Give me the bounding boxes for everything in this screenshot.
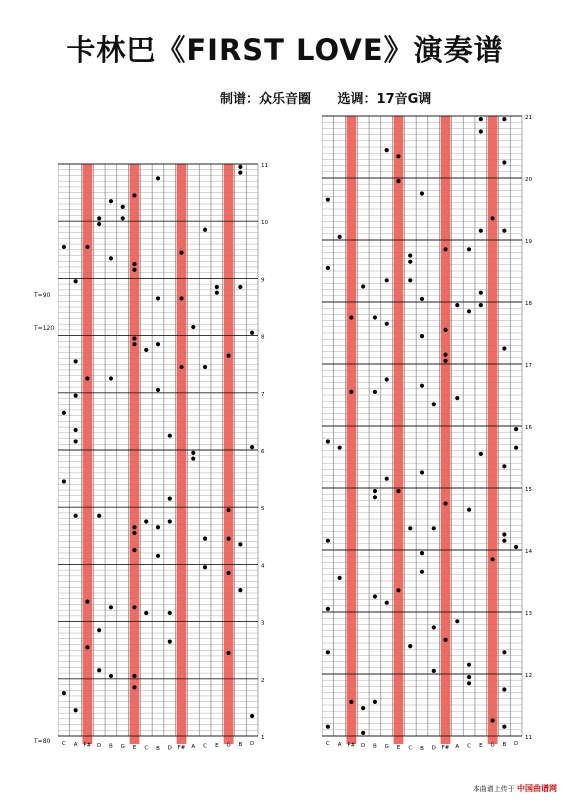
svg-text:G: G <box>120 744 125 751</box>
svg-text:F#: F# <box>347 742 356 749</box>
key-columns <box>58 164 258 744</box>
svg-text:10: 10 <box>261 220 268 227</box>
svg-text:4: 4 <box>261 563 265 570</box>
svg-text:F#: F# <box>83 742 92 749</box>
svg-text:5: 5 <box>261 506 265 513</box>
arranger-credit: 制谱：众乐音圈 <box>220 92 312 107</box>
svg-text:E: E <box>215 743 219 749</box>
footer <box>473 783 557 794</box>
svg-text:12: 12 <box>525 673 532 679</box>
svg-text:C: C <box>467 743 471 750</box>
measure-numbers <box>525 115 532 741</box>
svg-text:14: 14 <box>525 549 532 555</box>
subtitle <box>220 88 449 107</box>
svg-text:3: 3 <box>261 620 265 627</box>
svg-text:D: D <box>361 743 366 749</box>
svg-text:19: 19 <box>525 239 532 245</box>
svg-text:D: D <box>167 745 172 752</box>
svg-text:6: 6 <box>261 449 265 455</box>
tempo-mark: T=90 <box>34 292 51 299</box>
svg-text:15: 15 <box>525 487 532 493</box>
svg-text:E: E <box>132 744 137 751</box>
svg-text:F#: F# <box>177 744 186 751</box>
svg-text:A: A <box>73 741 78 748</box>
svg-text:A: A <box>191 744 196 751</box>
svg-text:F#: F# <box>441 744 450 751</box>
svg-text:B: B <box>109 743 113 750</box>
svg-text:A: A <box>455 744 460 751</box>
tempo-mark: T=120 <box>34 325 55 332</box>
svg-text:B: B <box>373 743 377 750</box>
svg-text:21: 21 <box>525 115 532 121</box>
kalimba-score-left <box>58 160 268 758</box>
page-title: 卡林巴《FIRST LOVE》演奏谱 <box>66 33 504 67</box>
svg-text:17: 17 <box>525 363 532 369</box>
svg-text:C: C <box>61 741 66 748</box>
svg-text:G: G <box>226 742 231 749</box>
svg-text:11: 11 <box>261 163 268 169</box>
svg-text:8: 8 <box>261 334 265 341</box>
svg-text:E: E <box>396 744 401 751</box>
svg-text:13: 13 <box>525 611 532 617</box>
svg-text:B: B <box>420 746 424 752</box>
svg-text:G: G <box>384 744 389 751</box>
svg-text:7: 7 <box>261 391 265 398</box>
svg-text:D: D <box>431 745 436 752</box>
key-columns <box>322 116 522 744</box>
key-info: 选调：17音G调 <box>337 92 432 107</box>
svg-text:16: 16 <box>525 425 532 431</box>
svg-text:18: 18 <box>525 301 532 307</box>
svg-text:2: 2 <box>261 677 265 684</box>
svg-text:D: D <box>513 741 519 748</box>
beat-lines <box>322 116 522 736</box>
svg-text:B: B <box>156 746 160 752</box>
footer-text: 本曲谱上传于 <box>472 785 515 793</box>
site-logo: 中国曲谱网 <box>517 784 557 793</box>
measure-numbers <box>261 163 268 741</box>
svg-text:9: 9 <box>261 277 265 284</box>
svg-text:D: D <box>97 743 102 749</box>
svg-text:C: C <box>144 745 149 752</box>
svg-text:C: C <box>203 743 207 750</box>
svg-text:1: 1 <box>261 735 265 741</box>
svg-text:E: E <box>479 743 483 749</box>
svg-text:A: A <box>337 741 342 748</box>
svg-text:B: B <box>502 741 507 748</box>
svg-text:11: 11 <box>525 735 532 741</box>
kalimba-score-right <box>322 112 532 758</box>
svg-text:20: 20 <box>525 177 532 183</box>
svg-text:C: C <box>408 745 413 752</box>
svg-text:D: D <box>249 741 255 748</box>
svg-text:C: C <box>325 741 330 748</box>
svg-text:B: B <box>238 741 243 748</box>
beat-lines <box>58 164 258 736</box>
tempo-mark: T=80 <box>34 738 51 745</box>
svg-text:G: G <box>490 742 495 749</box>
